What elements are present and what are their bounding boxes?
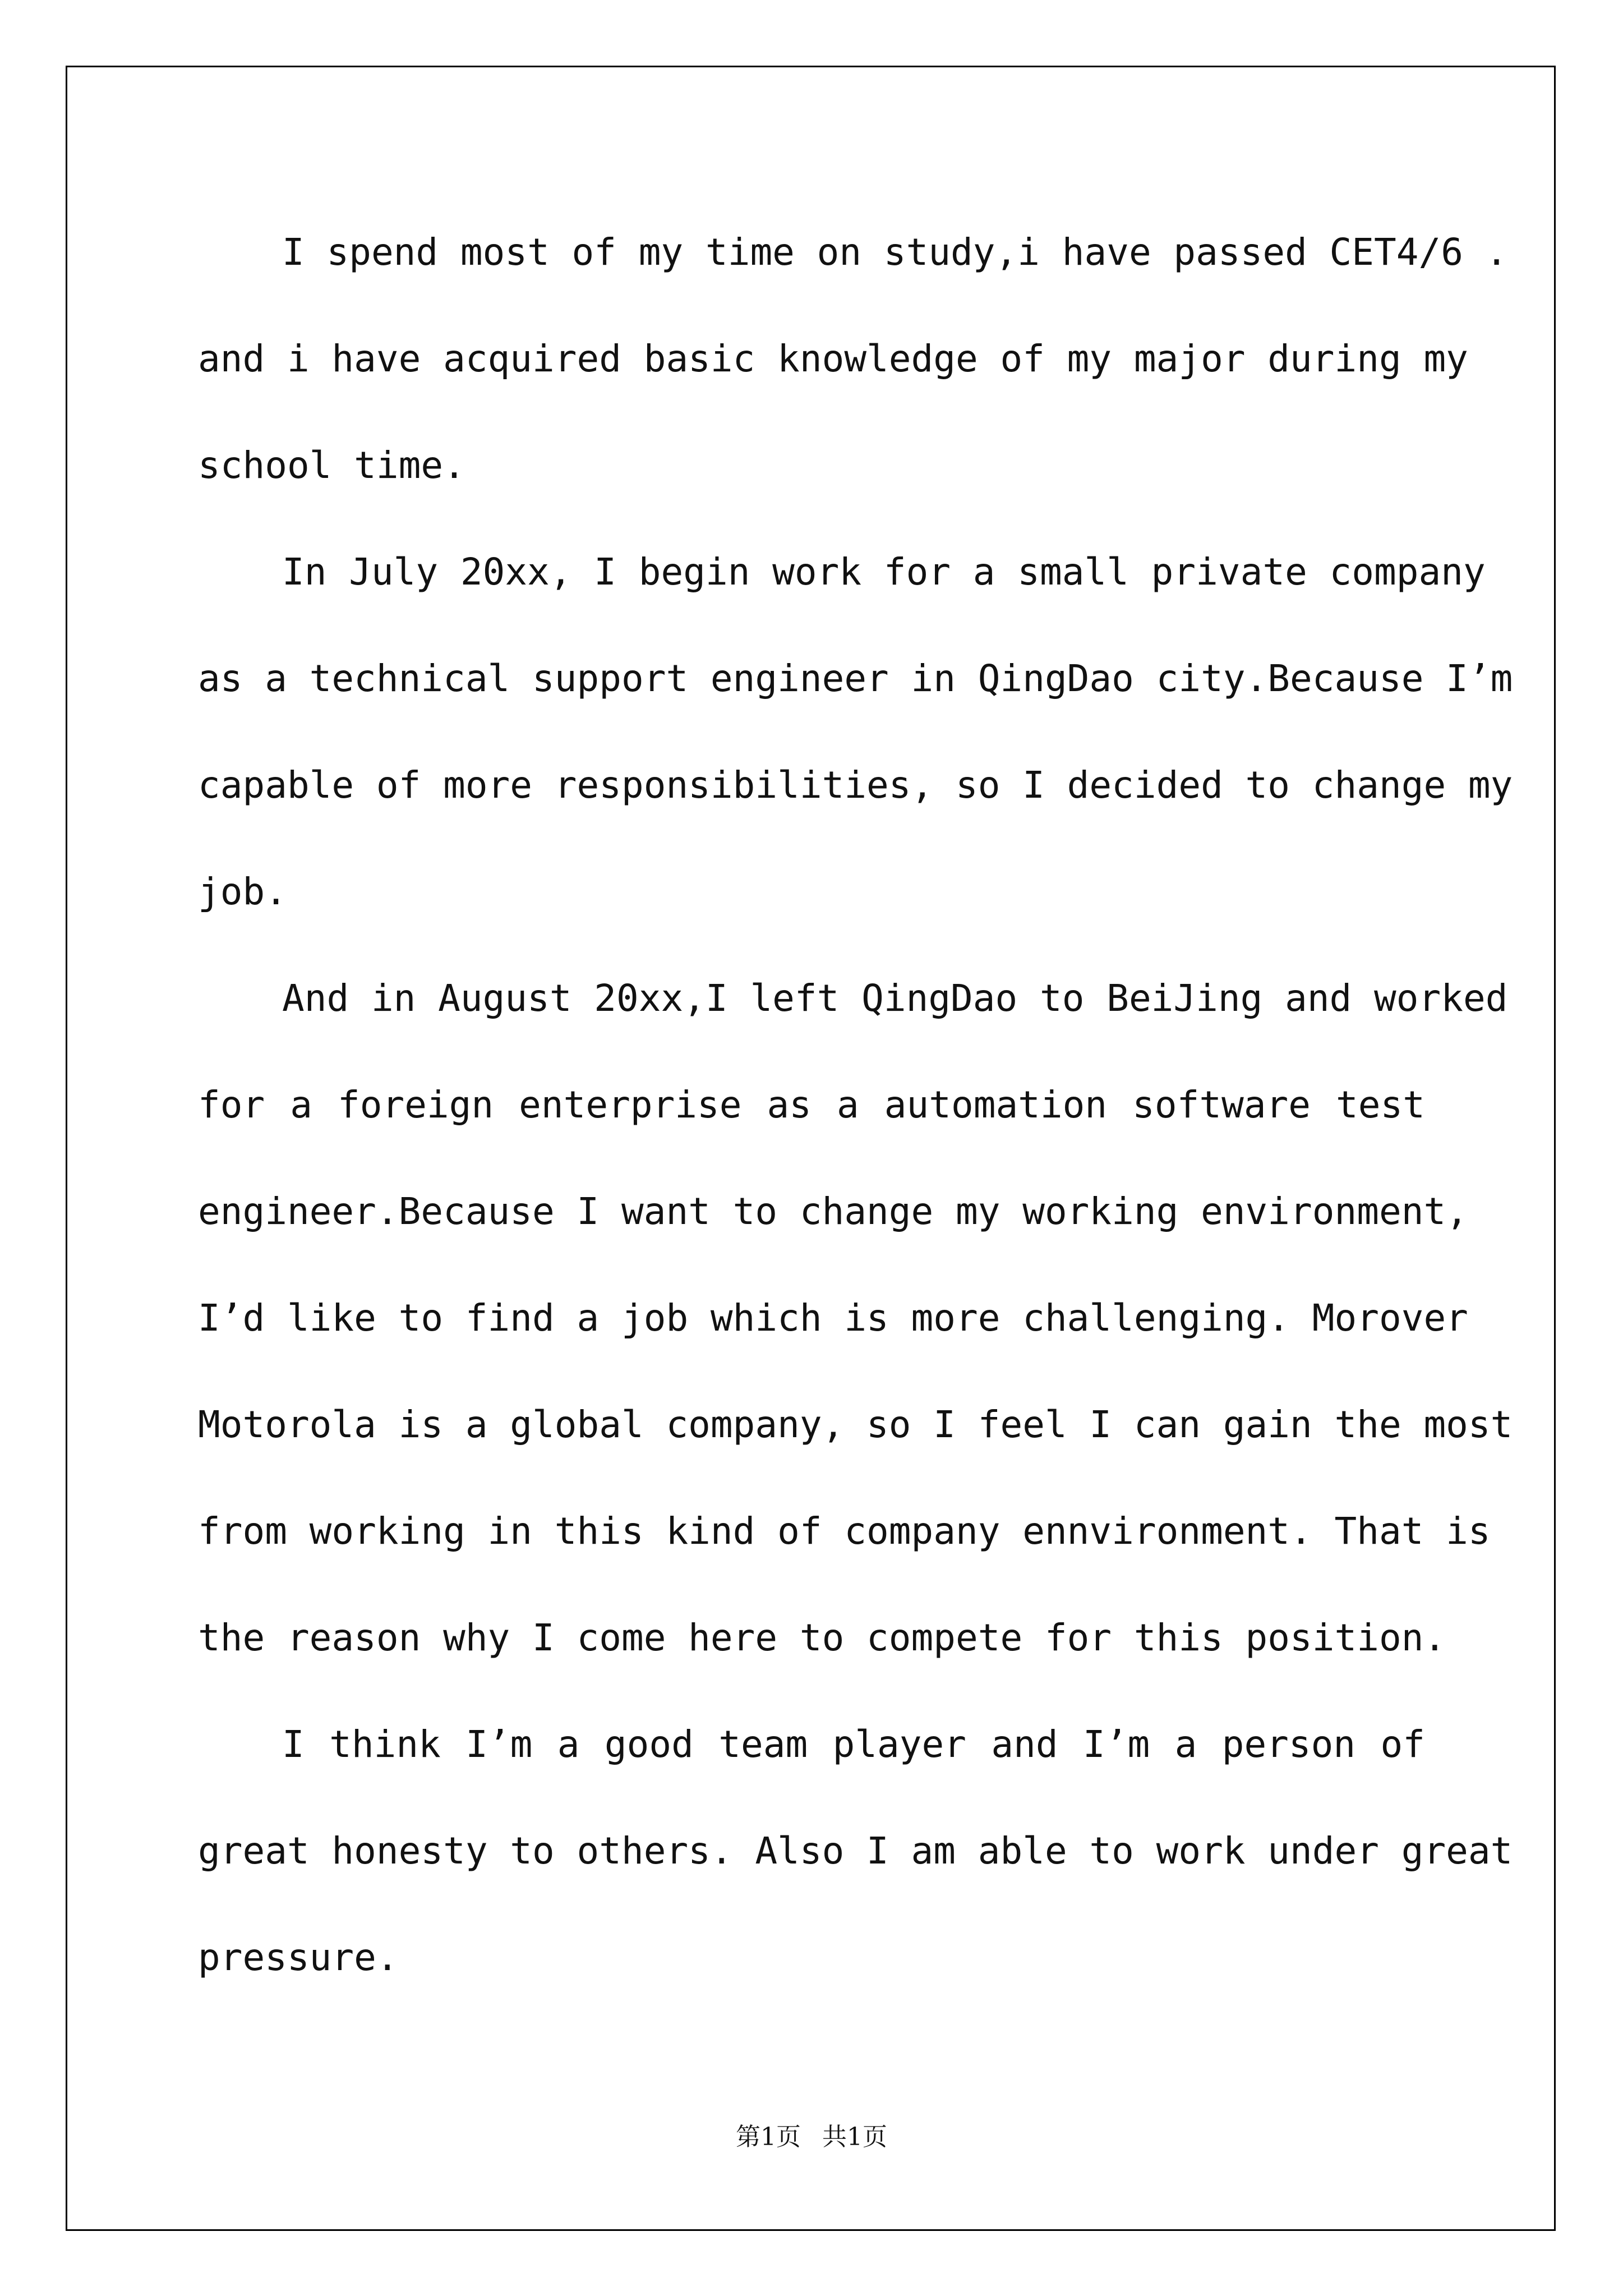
text-line: I’d like to find a job which is more challenging. Morover: [198, 1296, 1468, 1340]
text-line: job.: [198, 870, 287, 913]
page-total: 共1页: [822, 2123, 887, 2151]
text-line: I spend most of my time on study,i have passed CET4/6 .: [282, 231, 1508, 274]
text-line: the reason why I come here to compete for this position.: [198, 1616, 1446, 1659]
text-line: And in August 20xx,I left QingDao to BeiJing and worked: [282, 977, 1508, 1020]
text-line: In July 20xx, I begin work for a small private company: [282, 550, 1486, 593]
text-line: pressure.: [198, 1936, 399, 1979]
text-line: school time.: [198, 444, 465, 487]
text-line: great honesty to others. Also I am able to work under great: [198, 1829, 1513, 1872]
page-footer: [0, 2120, 1623, 2154]
text-line: Motorola is a global company, so I feel I can gain the most: [198, 1403, 1513, 1446]
page-number: 第1页: [736, 2123, 801, 2151]
text-line: from working in this kind of company ennvironment. That is: [198, 1510, 1491, 1553]
text-line: for a foreign enterprise as a automation software test: [198, 1083, 1425, 1126]
text-line: and i have acquired basic knowledge of my major during my: [198, 337, 1468, 380]
text-line: engineer.Because I want to change my working environment,: [198, 1190, 1468, 1233]
text-line: I think I’m a good team player and I’m a person of: [282, 1723, 1425, 1766]
text-line: capable of more responsibilities, so I decided to change my: [198, 763, 1513, 807]
text-line: as a technical support engineer in QingDao city.Because I’m: [198, 657, 1513, 700]
page-border: [66, 66, 1556, 2231]
